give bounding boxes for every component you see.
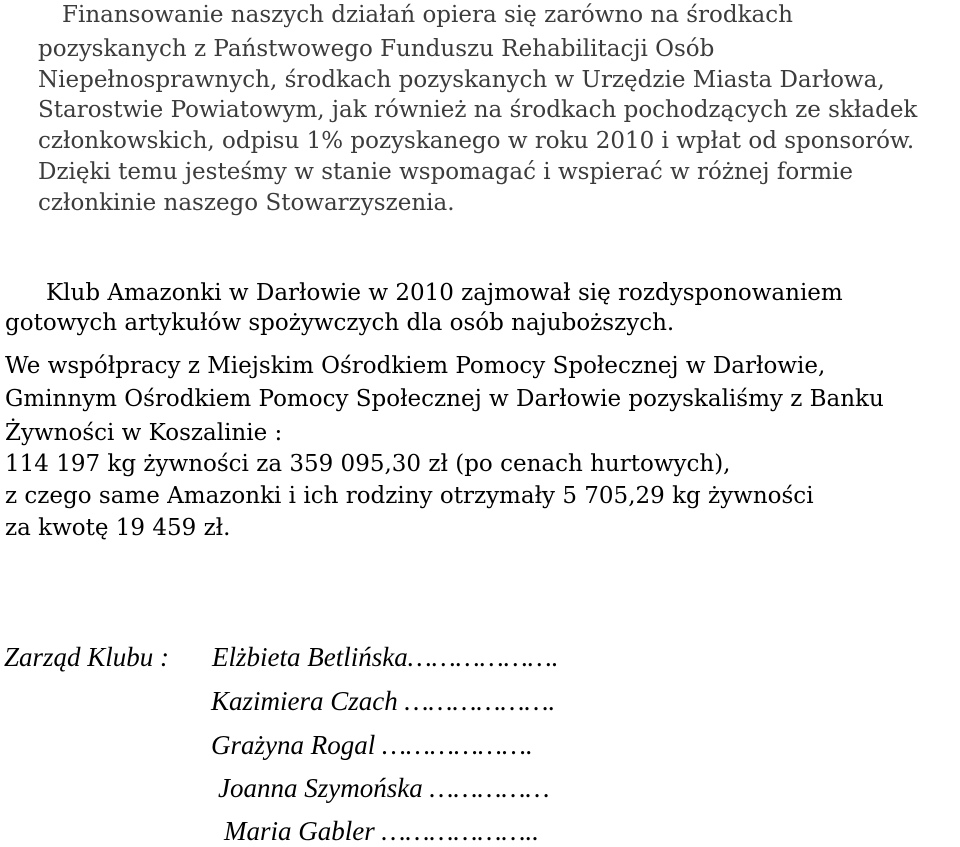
signature-name: Maria Gabler ……………….. [224, 816, 540, 846]
paragraph-line: Dzięki temu jesteśmy w stanie wspomagać i wspierać w różnej formie [38, 159, 853, 185]
paragraph-line: Niepełnosprawnych, środkach pozyskanych w Urzędzie Miasta Darłowa, [38, 67, 885, 93]
signature-name: Grażyna Rogal ………………. [211, 730, 533, 760]
paragraph-line: Żywności w Koszalinie : [5, 420, 283, 446]
signature-name: Joanna Szymońska …………… [218, 773, 550, 803]
paragraph-line: We współpracy z Miejskim Ośrodkiem Pomocy Społecznej w Darłowie, [5, 353, 826, 379]
paragraph-line: gotowych artykułów spożywczych dla osób najuboższych. [5, 310, 675, 336]
signature-name: Kazimiera Czach ………………. [211, 686, 556, 716]
paragraph-line: 114 197 kg żywności za 359 095,30 zł (po cenach hurtowych), [5, 451, 731, 477]
signature-name: Elżbieta Betlińska………………. [212, 642, 559, 672]
paragraph-line: Finansowanie naszych działań opiera się zarówno na środkach [62, 2, 793, 28]
paragraph-line: za kwotę 19 459 zł. [5, 515, 231, 541]
paragraph-line: pozyskanych z Państwowego Funduszu Rehabilitacji Osób [38, 36, 715, 62]
board-label: Zarząd Klubu : [4, 642, 170, 672]
paragraph-line: Klub Amazonki w Darłowie w 2010 zajmował się rozdysponowaniem [46, 280, 843, 306]
paragraph-line: z czego same Amazonki i ich rodziny otrzymały 5 705,29 kg żywności [5, 483, 814, 509]
paragraph-line: członkowskich, odpisu 1% pozyskanego w roku 2010 i wpłat od sponsorów. [38, 128, 915, 154]
paragraph-line: członkinie naszego Stowarzyszenia. [38, 190, 455, 216]
paragraph-line: Starostwie Powiatowym, jak również na środkach pochodzących ze składek [38, 97, 918, 123]
paragraph-line: Gminnym Ośrodkiem Pomocy Społecznej w Darłowie pozyskaliśmy z Banku [5, 386, 884, 412]
